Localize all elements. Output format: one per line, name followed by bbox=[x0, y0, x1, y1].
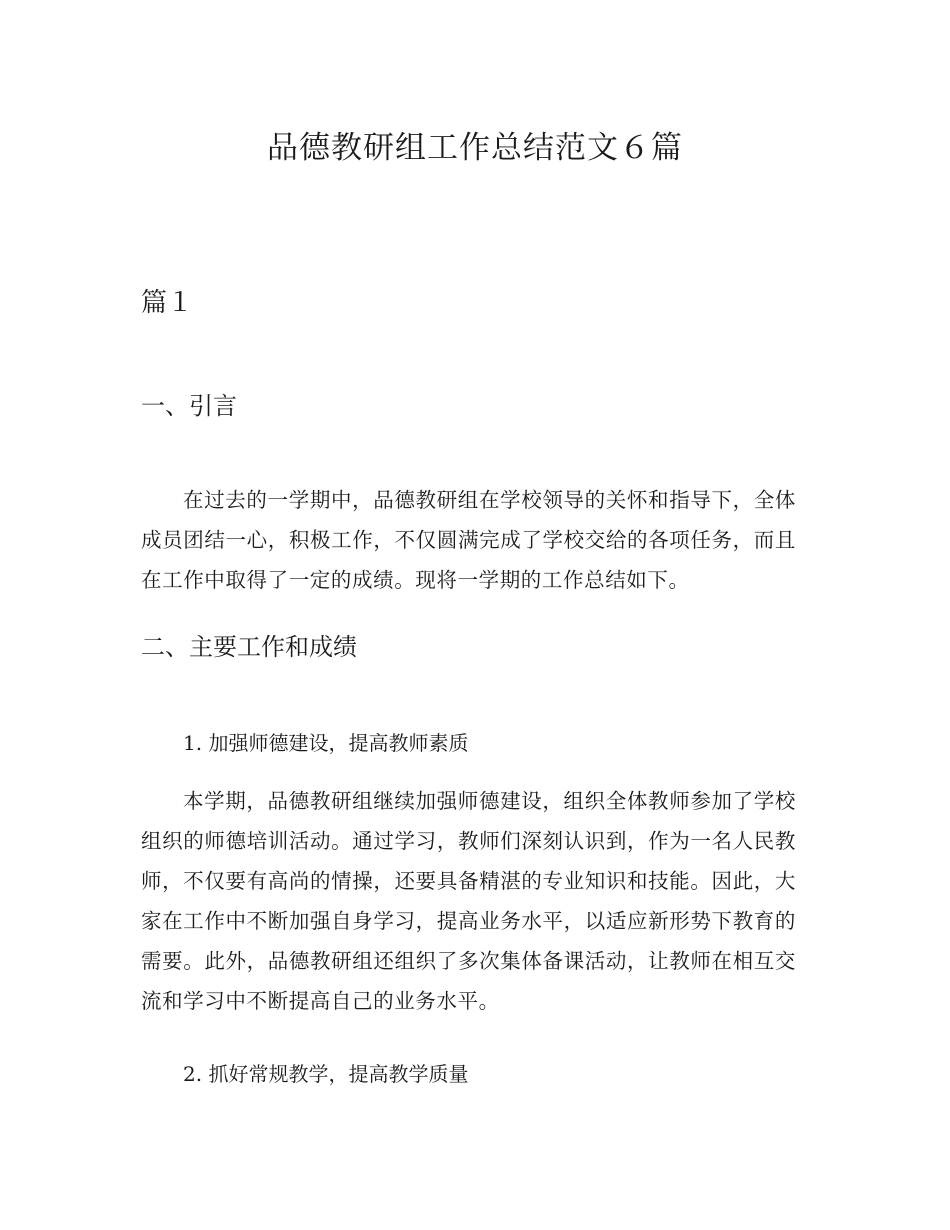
ethics-paragraph: 本学期，品德教研组继续加强师德建设，组织全体教师参加了学校组织的师德培训活动。通过学习，教师们深刻认识到，作为一名人民教师，不仅要有高尚的情操，还要具备精湛的专业知识和技能。因此，大家在工作中不断加强自身学习，提高业务水平，以适应新形势下教育的需要。此外，品德教研组还组织了多次集体备课活动，让教师在相互交流和学习中不断提高自己的业务水平。 bbox=[141, 789, 796, 1013]
section-heading-introduction: 一、引言 bbox=[141, 392, 237, 420]
subsection-heading-ethics: 1. 加强师德建设，提高教师素质 bbox=[183, 731, 469, 755]
intro-paragraph: 在过去的一学期中，品德教研组在学校领导的关怀和指导下，全体成员团结一心，积极工作，不仅圆满完成了学校交给的各项任务，而且在工作中取得了一定的成绩。现将一学期的工作总结如下。 bbox=[141, 488, 796, 592]
section-heading-main-work: 二、主要工作和成绩 bbox=[141, 633, 357, 661]
document-title: 品德教研组工作总结范文６篇 bbox=[267, 130, 683, 166]
subsection-heading-teaching: 2. 抓好常规教学，提高教学质量 bbox=[183, 1062, 469, 1086]
part-heading: 篇１ bbox=[141, 288, 194, 318]
